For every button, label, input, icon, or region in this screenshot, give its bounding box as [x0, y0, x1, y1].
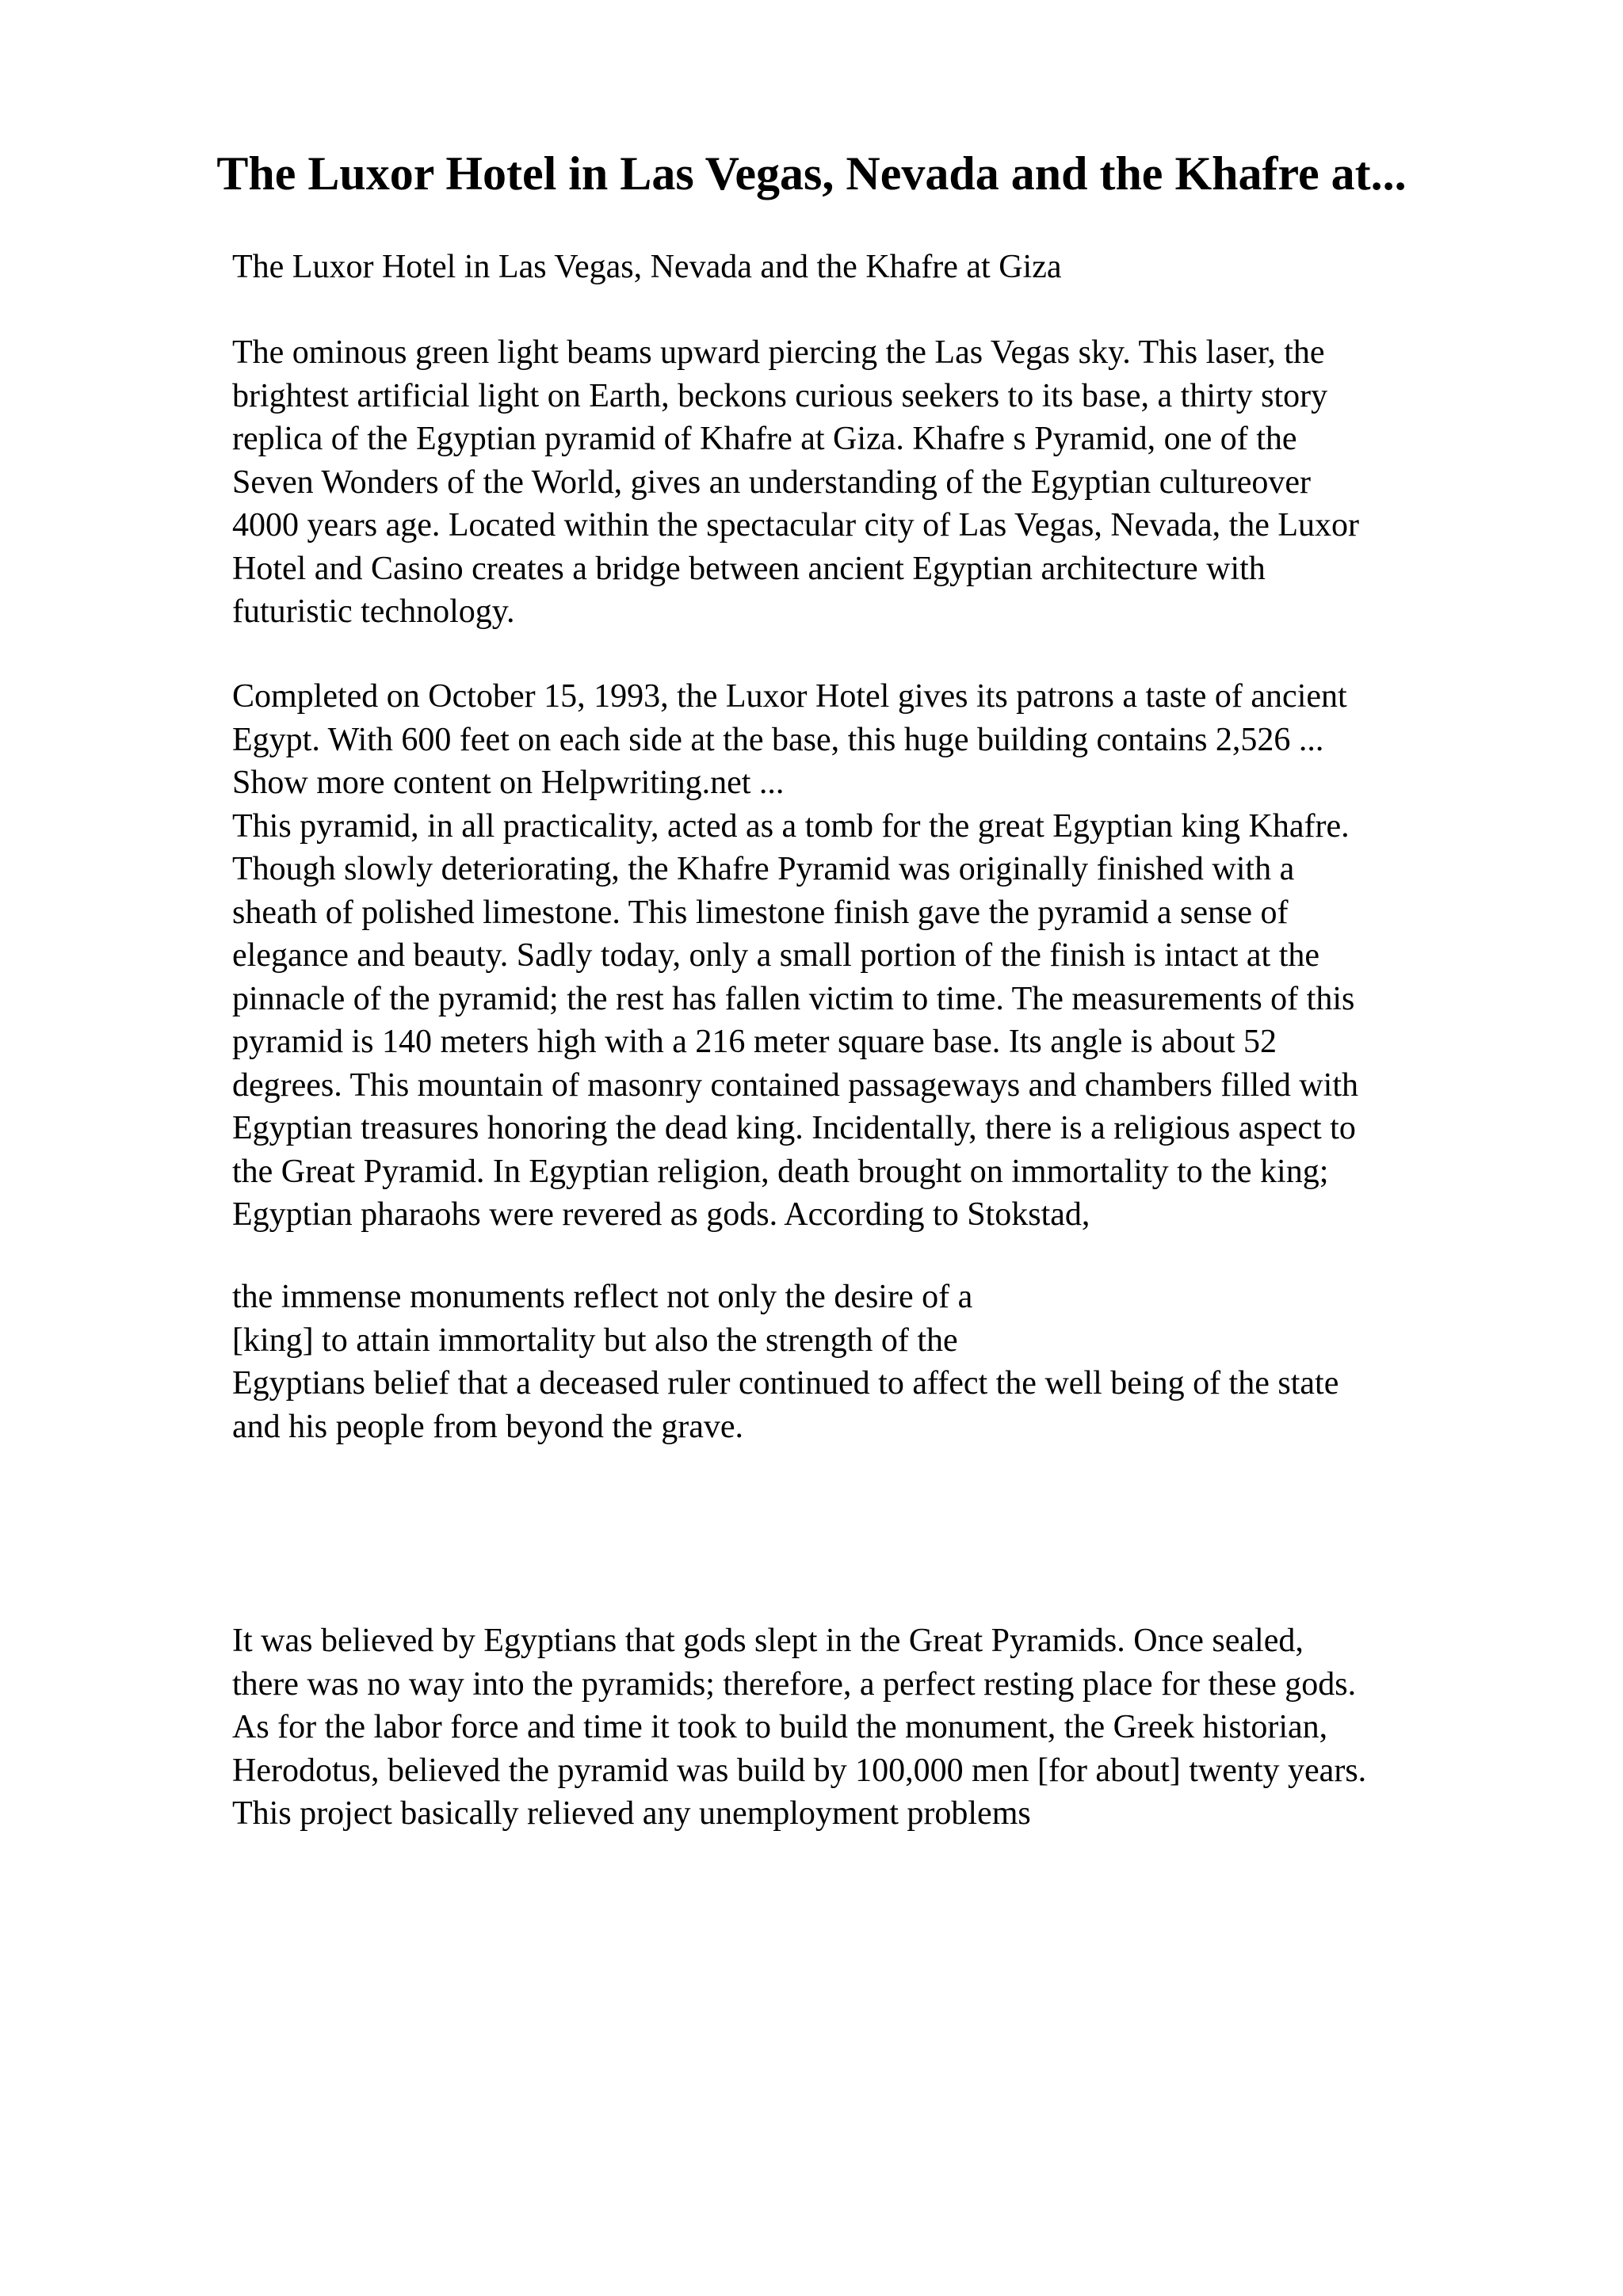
text-line: Egypt. With 600 feet on each side at the base, this huge building contains 2,526 ...	[232, 721, 1324, 758]
text-line: Herodotus, believed the pyramid was build by 100,000 men [for about] twenty years.	[232, 1752, 1367, 1789]
text-line: It was believed by Egyptians that gods slept in the Great Pyramids. Once sealed,	[232, 1623, 1304, 1659]
text-line: Egyptian pharaohs were revered as gods. According to Stokstad,	[232, 1196, 1090, 1233]
text-line: pyramid is 140 meters high with a 216 meter square base. Its angle is about 52	[232, 1024, 1277, 1060]
paragraph-4	[232, 1619, 1579, 1836]
text-line: [king] to attain immortality but also the strength of the	[232, 1322, 958, 1359]
paragraph-3-quote	[232, 1276, 1579, 1448]
text-line: elegance and beauty. Sadly today, only a small portion of the finish is intact at the	[232, 937, 1320, 974]
text-line: Though slowly deteriorating, the Khafre Pyramid was originally finished with a	[232, 851, 1295, 887]
text-line: Seven Wonders of the World, gives an understanding of the Egyptian cultureover	[232, 463, 1312, 501]
text-line: replica of the Egyptian pyramid of Khafre at Giza. Khafre s Pyramid, one of the	[232, 421, 1297, 457]
text-line: degrees. This mountain of masonry contained passageways and chambers filled with	[232, 1066, 1359, 1104]
text-line: brightest artificial light on Earth, beckons curious seekers to its base, a thirty story	[232, 377, 1328, 414]
subtitle-line: The Luxor Hotel in Las Vegas, Nevada and the Khafre at Giza	[232, 249, 1062, 285]
text-line: Completed on October 15, 1993, the Luxor Hotel gives its patrons a taste of ancient	[232, 678, 1347, 715]
paragraph-2	[232, 675, 1579, 1237]
text-line: The ominous green light beams upward piercing the Las Vegas sky. This laser, the	[232, 334, 1325, 371]
show-more-line: Show more content on Helpwriting.net ...	[232, 765, 785, 801]
text-line: Hotel and Casino creates a bridge between ancient Egyptian architecture with	[232, 550, 1266, 587]
text-line: the immense monuments reflect not only the desire of a	[232, 1279, 973, 1315]
text-line: pinnacle of the pyramid; the rest has fallen victim to time. The measurements of this	[232, 980, 1355, 1017]
text-line: the Great Pyramid. In Egyptian religion, death brought on immortality to the king;	[232, 1153, 1329, 1190]
text-line: sheath of polished limestone. This limestone finish gave the pyramid a sense of	[232, 894, 1289, 931]
paragraph-1	[232, 331, 1579, 634]
text-line: Egyptian treasures honoring the dead king. Incidentally, there is a religious aspect to	[232, 1110, 1356, 1146]
text-line: there was no way into the pyramids; therefore, a perfect resting place for these gods.	[232, 1665, 1357, 1703]
text-line: futuristic technology.	[232, 593, 515, 630]
text-line: 4000 years age. Located within the spectacular city of Las Vegas, Nevada, the Luxor	[232, 507, 1360, 543]
document-title: The Luxor Hotel in Las Vegas, Nevada and the Khafre at...	[216, 147, 1407, 200]
text-line: Egyptians belief that a deceased ruler continued to affect the well being of the state	[232, 1365, 1339, 1402]
text-line: and his people from beyond the grave.	[232, 1408, 743, 1445]
text-line: As for the labor force and time it took to build the monument, the Greek historian,	[232, 1709, 1328, 1745]
document-subtitle	[232, 246, 1579, 289]
text-line: This pyramid, in all practicality, acted as a tomb for the great Egyptian king Khafre.	[232, 807, 1350, 845]
text-line: This project basically relieved any unemployment problems	[232, 1795, 1031, 1832]
